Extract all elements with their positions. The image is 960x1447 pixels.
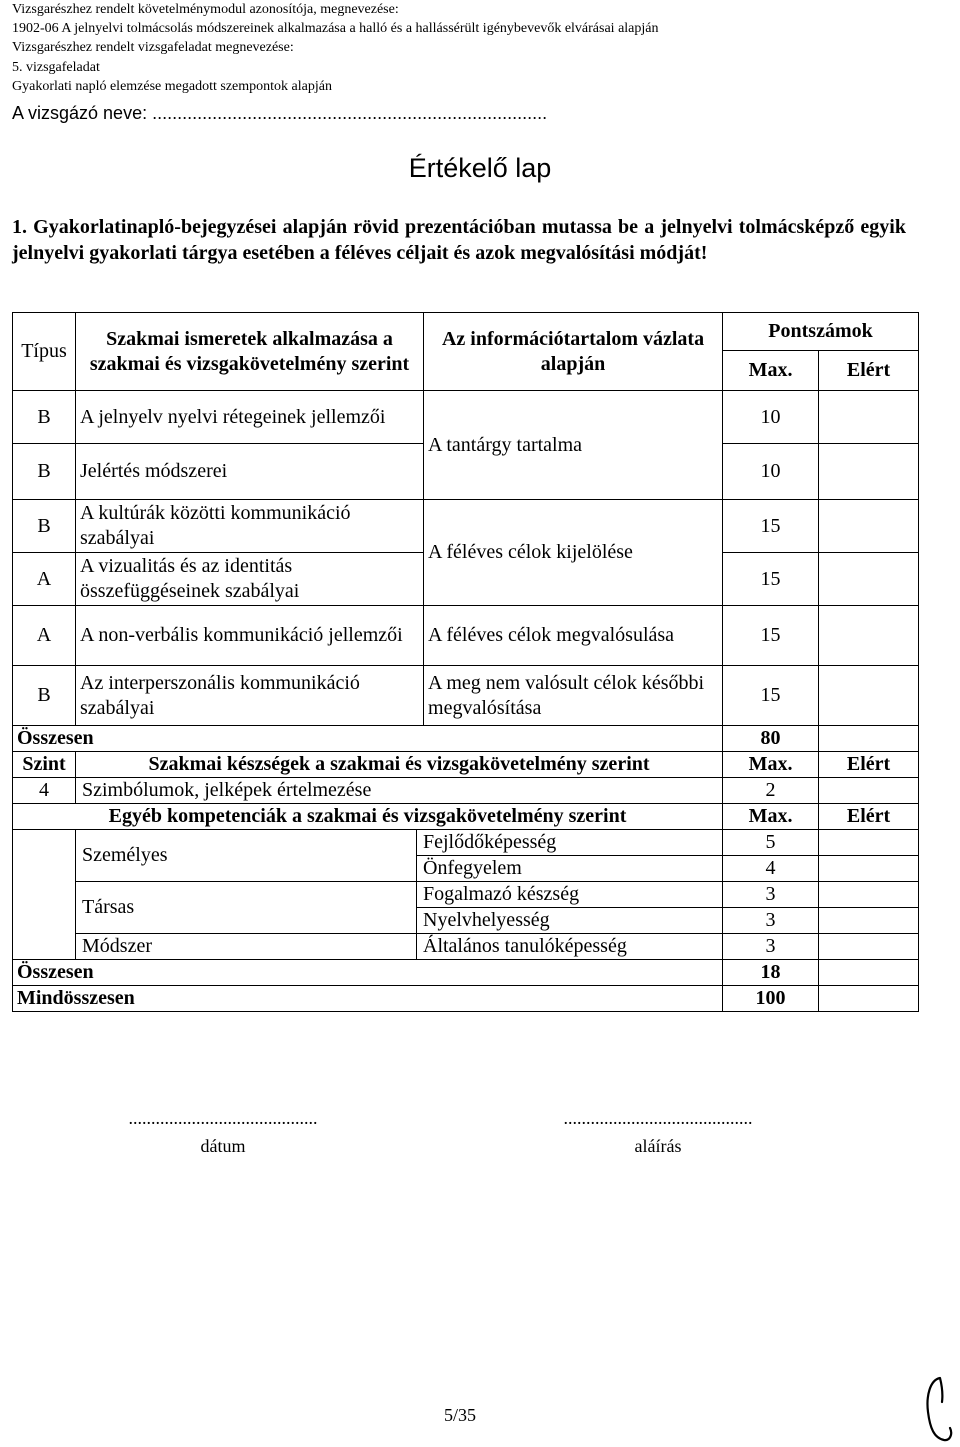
candidate-name-field: A vizsgázó neve: ............................................................................... <box>12 103 548 123</box>
row-achieved-score <box>819 553 919 606</box>
mindosszesen-value: 100 <box>723 986 819 1012</box>
col-header-max: Max. <box>723 351 819 391</box>
competence-spacer <box>13 882 76 908</box>
date-signature-block <box>88 1104 358 1160</box>
osszesen-value: 80 <box>723 726 819 752</box>
row-achieved-score <box>819 444 919 500</box>
competence-max-score: 5 <box>723 830 819 856</box>
skill-max-score: 2 <box>723 778 819 804</box>
osszesen-label: Összesen <box>13 726 723 752</box>
row-tipus: B <box>13 391 76 444</box>
competence-spacer <box>13 934 76 960</box>
col-header-szakmai: Szakmai ismeretek alkalmazása a szakmai és vizsgakövetelmény szerint <box>76 313 424 391</box>
competence-group-tarsas: Társas <box>76 882 417 934</box>
date-label: dátum <box>200 1136 246 1156</box>
row-info: A féléves célok megvalósulása <box>424 606 723 666</box>
competence-item: Általános tanulóképesség <box>417 934 723 960</box>
header-line: 5. vizsgafeladat <box>12 59 100 75</box>
info-group-feleves-celok-kijelolese: A féléves célok kijelölése <box>424 500 723 606</box>
skills-header-elert: Elért <box>819 752 919 778</box>
col-header-elert: Elért <box>819 351 919 391</box>
row-max-score: 15 <box>723 606 819 666</box>
competence-achieved-score <box>819 856 919 882</box>
competence-achieved-score <box>819 830 919 856</box>
skill-szint: 4 <box>13 778 76 804</box>
mindosszesen-label: Mindösszesen <box>13 986 723 1012</box>
info-group-tantargy-tartalma: A tantárgy tartalma <box>424 391 723 500</box>
competence-achieved-score <box>819 934 919 960</box>
competence-spacer <box>13 908 76 934</box>
competence-achieved-score <box>819 882 919 908</box>
col-header-pontszamok: Pontszámok <box>723 313 919 351</box>
row-achieved-score <box>819 666 919 726</box>
row-max-score: 10 <box>723 391 819 444</box>
osszesen-value: 18 <box>723 960 819 986</box>
date-dots: .......................................... <box>128 1108 318 1128</box>
competence-group-modszer: Módszer <box>76 934 417 960</box>
row-szakmai: A kultúrák közötti kommunikáció szabályai <box>76 500 424 553</box>
row-tipus: B <box>13 500 76 553</box>
competence-max-score: 3 <box>723 908 819 934</box>
osszesen-label: Összesen <box>13 960 723 986</box>
row-tipus: B <box>13 666 76 726</box>
row-szakmai: A non-verbális kommunikáció jellemzői <box>76 606 424 666</box>
task-description: 1. Gyakorlatinapló-bejegyzései alapján rövid prezentációban mutassa be a jelnyelvi tolmácsképző egyik jelnyelvi gyakorlati tárgya esetében a féléves céljait és azok megvalósítási módját! <box>12 216 906 264</box>
header-line: Vizsgarészhez rendelt követelménymodul azonosítója, megnevezése: <box>12 2 399 17</box>
skills-header-title: Szakmai készségek a szakmai és vizsgakövetelmény szerint <box>76 752 723 778</box>
skill-label: Szimbólumok, jelképek értelmezése <box>76 778 723 804</box>
row-szakmai: Az interperszonális kommunikáció szabályai <box>76 666 424 726</box>
sign-label: aláírás <box>634 1136 682 1156</box>
col-header-info: Az információtartalom vázlata alapján <box>424 313 723 391</box>
header-line: 1902-06 A jelnyelvi tolmácsolás módszereinek alkalmazása a halló és a hallássérült igénybevevők elvárásai alapján <box>12 21 659 37</box>
handwritten-mark <box>920 1372 956 1444</box>
evaluation-table <box>12 312 919 1012</box>
row-szakmai: A vizualitás és az identitás összefüggéseinek szabályai <box>76 553 424 606</box>
competence-spacer <box>13 856 76 882</box>
competence-spacer <box>13 830 76 856</box>
competence-max-score: 3 <box>723 882 819 908</box>
col-header-tipus: Típus <box>13 313 76 391</box>
competence-item: Önfegyelem <box>417 856 723 882</box>
competence-item: Nyelvhelyesség <box>417 908 723 934</box>
row-max-score: 10 <box>723 444 819 500</box>
row-tipus: A <box>13 606 76 666</box>
row-achieved-score <box>819 606 919 666</box>
row-achieved-score <box>819 391 919 444</box>
sign-dots: .......................................... <box>563 1108 753 1128</box>
skills-header-max: Max. <box>723 752 819 778</box>
skills-header-szint: Szint <box>13 752 76 778</box>
competence-header-elert: Elért <box>819 804 919 830</box>
competence-achieved-score <box>819 908 919 934</box>
competence-max-score: 3 <box>723 934 819 960</box>
row-max-score: 15 <box>723 553 819 606</box>
skill-achieved-score <box>819 778 919 804</box>
competence-item: Fogalmazó készség <box>417 882 723 908</box>
row-szakmai: A jelnyelv nyelvi rétegeinek jellemzői <box>76 391 424 444</box>
competence-header-title: Egyéb kompetenciák a szakmai és vizsgakövetelmény szerint <box>13 804 723 830</box>
sign-signature-block <box>523 1104 793 1160</box>
page-number: 5/35 <box>443 1405 476 1425</box>
document-header <box>12 0 659 96</box>
competence-group-szemelyes: Személyes <box>76 830 417 882</box>
page-title: Értékelő lap <box>408 153 552 183</box>
mindosszesen-achieved <box>819 986 919 1012</box>
header-line: Vizsgarészhez rendelt vizsgafeladat megnevezése: <box>12 40 294 56</box>
osszesen-achieved <box>819 960 919 986</box>
row-szakmai: Jelértés módszerei <box>76 444 424 500</box>
row-max-score: 15 <box>723 500 819 553</box>
row-max-score: 15 <box>723 666 819 726</box>
row-tipus: A <box>13 553 76 606</box>
row-achieved-score <box>819 500 919 553</box>
header-line: Gyakorlati napló elemzése megadott szempontok alapján <box>12 78 332 94</box>
competence-max-score: 4 <box>723 856 819 882</box>
competence-item: Fejlődőképesség <box>417 830 723 856</box>
row-tipus: B <box>13 444 76 500</box>
osszesen-achieved <box>819 726 919 752</box>
competence-header-max: Max. <box>723 804 819 830</box>
row-info: A meg nem valósult célok későbbi megvalósítása <box>424 666 723 726</box>
